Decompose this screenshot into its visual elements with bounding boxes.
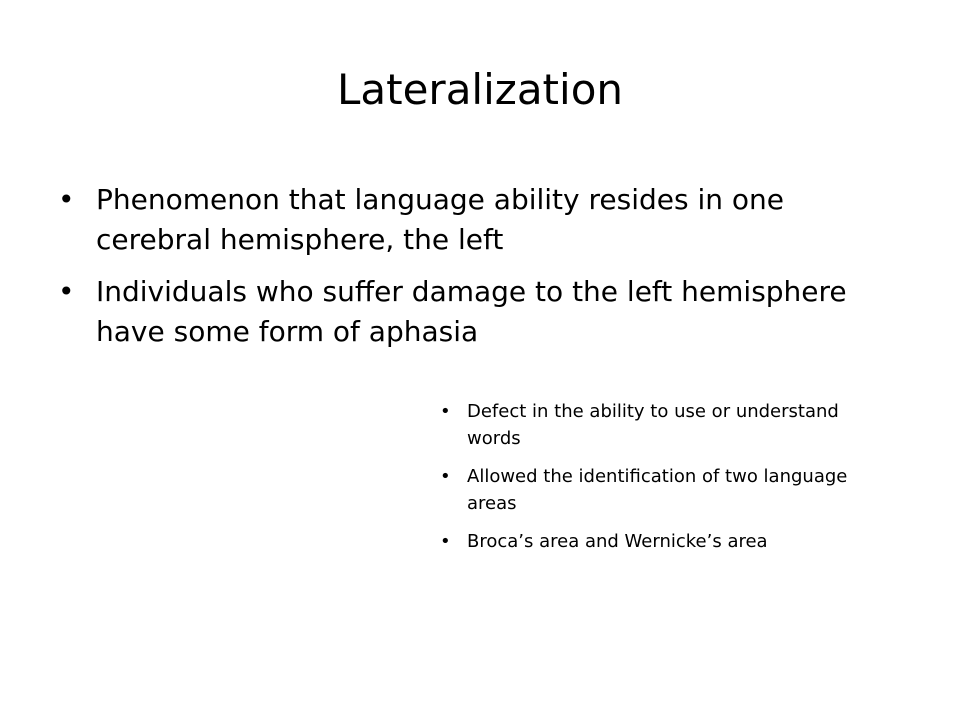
sub-bullet-item xyxy=(440,398,860,452)
bullet-icon: • xyxy=(440,466,451,487)
bullet-icon: • xyxy=(440,401,451,422)
sub-bullet-text: Broca’s area and Wernicke’s area xyxy=(467,531,768,552)
sub-bullet-list xyxy=(440,398,860,566)
main-bullet-text: Phenomenon that language ability resides in one cerebral hemisphere, the left xyxy=(96,183,785,256)
sub-bullet-text: Defect in the ability to use or understand words xyxy=(467,401,839,449)
sub-bullet-item xyxy=(440,528,860,555)
slide-title: Lateralization xyxy=(336,65,624,114)
sub-bullet-text: Allowed the identification of two language areas xyxy=(467,466,848,514)
main-bullet-text: Individuals who suffer damage to the left hemisphere have some form of aphasia xyxy=(96,275,847,348)
main-bullet-item xyxy=(58,272,878,352)
bullet-icon: • xyxy=(58,183,75,216)
main-bullet-list xyxy=(58,180,878,364)
bullet-icon: • xyxy=(58,275,75,308)
sub-bullet-item xyxy=(440,463,860,517)
main-bullet-item xyxy=(58,180,878,260)
bullet-icon: • xyxy=(440,531,451,552)
